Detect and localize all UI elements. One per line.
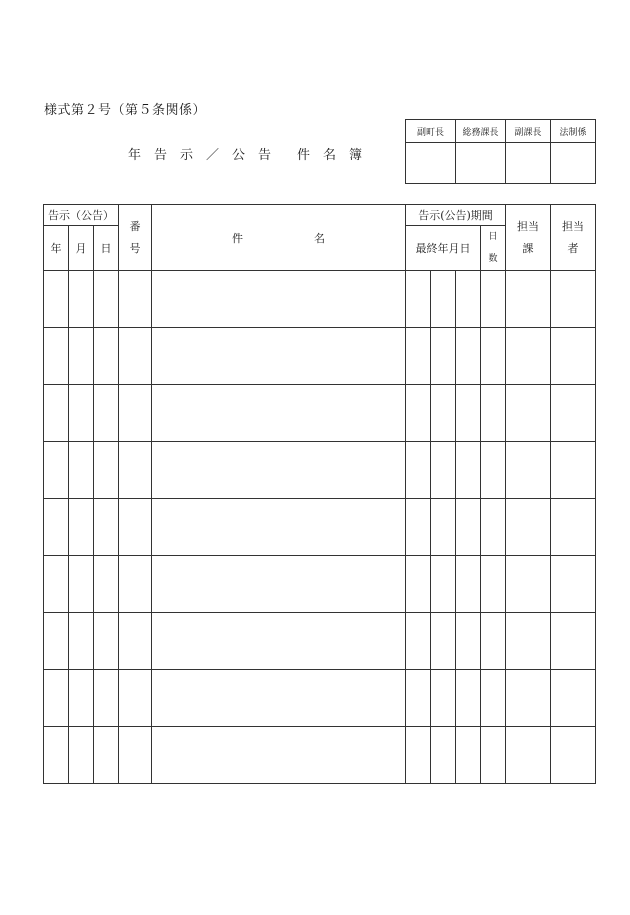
month-cell[interactable] xyxy=(69,499,94,556)
subject-cell[interactable] xyxy=(152,499,406,556)
month-cell[interactable] xyxy=(69,385,94,442)
day-cell[interactable] xyxy=(94,271,119,328)
nissu-header-bottom: 数 xyxy=(488,254,498,264)
department-cell[interactable] xyxy=(506,385,551,442)
person-cell[interactable] xyxy=(551,727,596,784)
approval-header-legal-section: 法制係 xyxy=(551,120,596,143)
approval-stamp-box[interactable] xyxy=(551,143,596,184)
nissu-header xyxy=(481,226,506,271)
approval-stamp-box[interactable] xyxy=(406,143,456,184)
table-row xyxy=(44,271,596,328)
final-month-cell[interactable] xyxy=(431,442,456,499)
days-cell[interactable] xyxy=(481,442,506,499)
month-cell[interactable] xyxy=(69,613,94,670)
register-table xyxy=(43,204,596,784)
tanto-ka-header-bottom: 課 xyxy=(522,241,534,255)
month-cell[interactable] xyxy=(69,328,94,385)
month-cell[interactable] xyxy=(69,727,94,784)
final-year-cell[interactable] xyxy=(406,385,431,442)
final-year-cell[interactable] xyxy=(406,328,431,385)
table-row xyxy=(44,442,596,499)
department-cell[interactable] xyxy=(506,556,551,613)
number-cell[interactable] xyxy=(119,670,152,727)
form-label: 様式第２号（第５条関係） xyxy=(44,103,207,118)
final-day-cell[interactable] xyxy=(456,613,481,670)
final-month-cell[interactable] xyxy=(431,727,456,784)
final-day-cell[interactable] xyxy=(456,385,481,442)
kenmei-header xyxy=(152,205,406,271)
final-day-cell[interactable] xyxy=(456,727,481,784)
number-cell[interactable] xyxy=(119,328,152,385)
year-cell[interactable] xyxy=(44,727,69,784)
days-cell[interactable] xyxy=(481,499,506,556)
days-cell[interactable] xyxy=(481,670,506,727)
year-cell[interactable] xyxy=(44,670,69,727)
person-cell[interactable] xyxy=(551,670,596,727)
day-header: 日 xyxy=(94,226,119,271)
bangou-header xyxy=(119,205,152,271)
days-cell[interactable] xyxy=(481,271,506,328)
final-day-cell[interactable] xyxy=(456,670,481,727)
period-header: 告示(公告)期間 xyxy=(406,205,506,226)
person-cell[interactable] xyxy=(551,613,596,670)
approval-stamp-box[interactable] xyxy=(456,143,506,184)
number-cell[interactable] xyxy=(119,385,152,442)
subject-cell[interactable] xyxy=(152,328,406,385)
department-cell[interactable] xyxy=(506,328,551,385)
table-row xyxy=(44,385,596,442)
number-cell[interactable] xyxy=(119,727,152,784)
subject-cell[interactable] xyxy=(152,385,406,442)
final-month-cell[interactable] xyxy=(431,670,456,727)
day-cell[interactable] xyxy=(94,556,119,613)
final-year-cell[interactable] xyxy=(406,271,431,328)
subject-cell[interactable] xyxy=(152,670,406,727)
final-day-cell[interactable] xyxy=(456,328,481,385)
approval-header-vice-mayor: 副町長 xyxy=(406,120,456,143)
department-cell[interactable] xyxy=(506,271,551,328)
kokuji-header: 告示（公告） xyxy=(44,205,119,226)
department-cell[interactable] xyxy=(506,727,551,784)
kenmei-header-label: 件 名 xyxy=(232,231,355,245)
table-row xyxy=(44,499,596,556)
final-year-cell[interactable] xyxy=(406,727,431,784)
year-cell[interactable] xyxy=(44,442,69,499)
days-cell[interactable] xyxy=(481,556,506,613)
person-cell[interactable] xyxy=(551,556,596,613)
person-cell[interactable] xyxy=(551,499,596,556)
final-month-cell[interactable] xyxy=(431,499,456,556)
department-cell[interactable] xyxy=(506,499,551,556)
month-cell[interactable] xyxy=(69,670,94,727)
month-cell[interactable] xyxy=(69,556,94,613)
subject-cell[interactable] xyxy=(152,727,406,784)
year-cell[interactable] xyxy=(44,613,69,670)
bangou-header-bottom: 号 xyxy=(129,241,141,255)
month-cell[interactable] xyxy=(69,271,94,328)
year-cell[interactable] xyxy=(44,385,69,442)
day-cell[interactable] xyxy=(94,727,119,784)
number-cell[interactable] xyxy=(119,613,152,670)
year-header: 年 xyxy=(44,226,69,271)
subject-cell[interactable] xyxy=(152,442,406,499)
table-row xyxy=(44,727,596,784)
year-cell[interactable] xyxy=(44,328,69,385)
department-cell[interactable] xyxy=(506,613,551,670)
tanto-sha-header-top: 担当 xyxy=(562,219,584,233)
days-cell[interactable] xyxy=(481,385,506,442)
person-cell[interactable] xyxy=(551,271,596,328)
nissu-header-top: 日 xyxy=(488,232,498,242)
final-year-cell[interactable] xyxy=(406,442,431,499)
final-day-cell[interactable] xyxy=(456,442,481,499)
table-row xyxy=(44,613,596,670)
final-year-cell[interactable] xyxy=(406,613,431,670)
final-month-cell[interactable] xyxy=(431,385,456,442)
day-cell[interactable] xyxy=(94,442,119,499)
final-year-cell[interactable] xyxy=(406,556,431,613)
final-day-cell[interactable] xyxy=(456,499,481,556)
table-row xyxy=(44,670,596,727)
day-cell[interactable] xyxy=(94,670,119,727)
approval-header-deputy-chief: 副課長 xyxy=(506,120,551,143)
final-date-header: 最終年月日 xyxy=(406,226,481,271)
day-cell[interactable] xyxy=(94,613,119,670)
tanto-sha-header xyxy=(551,205,596,271)
tanto-ka-header-top: 担当 xyxy=(517,219,539,233)
year-cell[interactable] xyxy=(44,499,69,556)
final-month-cell[interactable] xyxy=(431,271,456,328)
department-cell[interactable] xyxy=(506,442,551,499)
person-cell[interactable] xyxy=(551,385,596,442)
final-month-cell[interactable] xyxy=(431,613,456,670)
tanto-sha-header-bottom: 者 xyxy=(567,241,579,255)
final-month-cell[interactable] xyxy=(431,328,456,385)
day-cell[interactable] xyxy=(94,385,119,442)
approval-stamp-table xyxy=(405,119,596,184)
year-cell[interactable] xyxy=(44,271,69,328)
number-cell[interactable] xyxy=(119,271,152,328)
page-title: 年 告 示 ／ 公 告 件 名 簿 xyxy=(128,148,363,163)
subject-cell[interactable] xyxy=(152,613,406,670)
approval-header-general-affairs-chief: 総務課長 xyxy=(456,120,506,143)
number-cell[interactable] xyxy=(119,499,152,556)
final-day-cell[interactable] xyxy=(456,556,481,613)
final-year-cell[interactable] xyxy=(406,670,431,727)
days-cell[interactable] xyxy=(481,328,506,385)
final-day-cell[interactable] xyxy=(456,271,481,328)
person-cell[interactable] xyxy=(551,442,596,499)
approval-stamp-box[interactable] xyxy=(506,143,551,184)
subject-cell[interactable] xyxy=(152,556,406,613)
day-cell[interactable] xyxy=(94,328,119,385)
number-cell[interactable] xyxy=(119,556,152,613)
final-year-cell[interactable] xyxy=(406,499,431,556)
department-cell[interactable] xyxy=(506,670,551,727)
day-cell[interactable] xyxy=(94,499,119,556)
bangou-header-top: 番 xyxy=(129,219,141,233)
final-month-cell[interactable] xyxy=(431,556,456,613)
year-cell[interactable] xyxy=(44,556,69,613)
person-cell[interactable] xyxy=(551,328,596,385)
number-cell[interactable] xyxy=(119,442,152,499)
month-header: 月 xyxy=(69,226,94,271)
table-row xyxy=(44,328,596,385)
days-cell[interactable] xyxy=(481,727,506,784)
month-cell[interactable] xyxy=(69,442,94,499)
tanto-ka-header xyxy=(506,205,551,271)
days-cell[interactable] xyxy=(481,613,506,670)
table-row xyxy=(44,556,596,613)
subject-cell[interactable] xyxy=(152,271,406,328)
